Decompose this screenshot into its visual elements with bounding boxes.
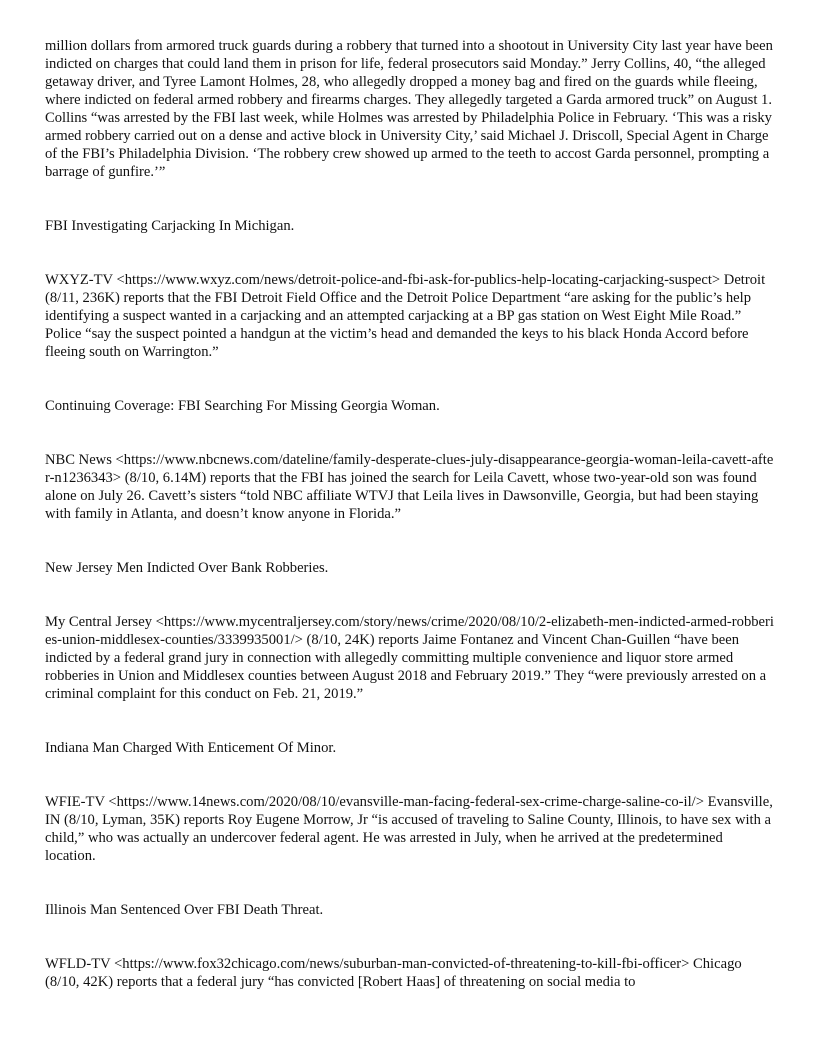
story-headline: Indiana Man Charged With Enticement Of Minor. (45, 740, 337, 756)
story-paragraph (45, 793, 777, 865)
news-digest-page (45, 37, 777, 991)
story-headline: New Jersey Men Indicted Over Bank Robberies. (45, 560, 329, 576)
story-source: My Central Jersey (45, 614, 152, 630)
story-source: WFIE-TV (45, 794, 105, 810)
story-link[interactable]: <https://www.nbcnews.com/dateline/family-desperate-clues-july-disappearance-georgia-woman-leila-cavett-after-n1236343> (45, 452, 774, 486)
story-body: (8/10, 24K) reports Jaime Fontanez and Vincent Chan-Guillen “have been indicted by a federal grand jury in connection with allegedly committing multiple convenience and liquor store armed robberies in Union and Middlesex counties between August 2018 and February 2019.” They “were previously arrested on a criminal complaint for this conduct on Feb. 21, 2019.” (45, 632, 767, 702)
story-headline: Illinois Man Sentenced Over FBI Death Threat. (45, 902, 324, 918)
story-paragraph (45, 955, 777, 991)
story-source: WXYZ-TV (45, 272, 113, 288)
story-paragraph (45, 451, 777, 523)
intro-paragraph: million dollars from armored truck guards during a robbery that turned into a shootout in University City last year have been indicted on charges that could land them in prison for life, federal prosecutors said Monday.” Jerry Collins, 40, “the alleged getaway driver, and Tyree Lamont Holmes, 28, who allegedly dropped a money bag and fired on the guards while fleeing, where indicted on federal armed robbery and firearms charges. They allegedly targeted a Garda armored truck” on August 1. Collins “was arrested by the FBI last week, while Holmes was arrested by Philadelphia Police in February. ‘This was a risky armed robbery carried out on a dense and active block in University City,’ said Michael J. Driscoll, Special Agent in Charge of the FBI’s Philadelphia Division. ‘The robbery crew showed up armed to the teeth to accost Garda personnel, prompting a barrage of gunfire.’” (45, 38, 773, 180)
story-body: Detroit (8/11, 236K) reports that the FBI Detroit Field Office and the Detroit Police Department “are asking for the public’s help identifying a suspect wanted in a carjacking and an attempted carjacking at a BP gas station on West Eight Mile Road.” Police “say the suspect pointed a handgun at the victim’s head and demanded the keys to his black Honda Accord before fleeing south on Warrington.” (45, 272, 766, 360)
story-link[interactable]: <https://www.14news.com/2020/08/10/evansville-man-facing-federal-sex-crime-charge-saline-co-il/> (108, 794, 704, 810)
story-paragraph (45, 613, 777, 703)
story-source: NBC News (45, 452, 112, 468)
story-body: Chicago (8/10, 42K) reports that a federal jury “has convicted [Robert Haas] of threatening on social media to (45, 956, 742, 990)
story-source: WFLD-TV (45, 956, 111, 972)
story-headline: Continuing Coverage: FBI Searching For Missing Georgia Woman. (45, 398, 440, 414)
story-body: Evansville, IN (8/10, Lyman, 35K) reports Roy Eugene Morrow, Jr “is accused of traveling to Saline County, Illinois, to have sex with a child,” who was actually an undercover federal agent. He was arrested in July, when he arrived at the predetermined location. (45, 794, 773, 864)
story-link[interactable]: <https://www.fox32chicago.com/news/suburban-man-convicted-of-threatening-to-kill-fbi-officer> (114, 956, 690, 972)
story-paragraph (45, 271, 777, 361)
story-link[interactable]: <https://www.mycentraljersey.com/story/news/crime/2020/08/10/2-elizabeth-men-indicted-armed-robberies-union-middlesex-counties/3339935001/> (45, 614, 774, 648)
story-body: (8/10, 6.14M) reports that the FBI has joined the search for Leila Cavett, whose two-year-old son was found alone on July 26. Cavett’s sisters “told NBC affiliate WTVJ that Leila lives in Dawsonville, Georgia, but had been staying with family in Atlanta, and doesn’t know anyone in Florida.” (45, 470, 759, 522)
story-headline: FBI Investigating Carjacking In Michigan. (45, 218, 295, 234)
story-link[interactable]: <https://www.wxyz.com/news/detroit-police-and-fbi-ask-for-publics-help-locating-carjacking-suspect> (116, 272, 721, 288)
